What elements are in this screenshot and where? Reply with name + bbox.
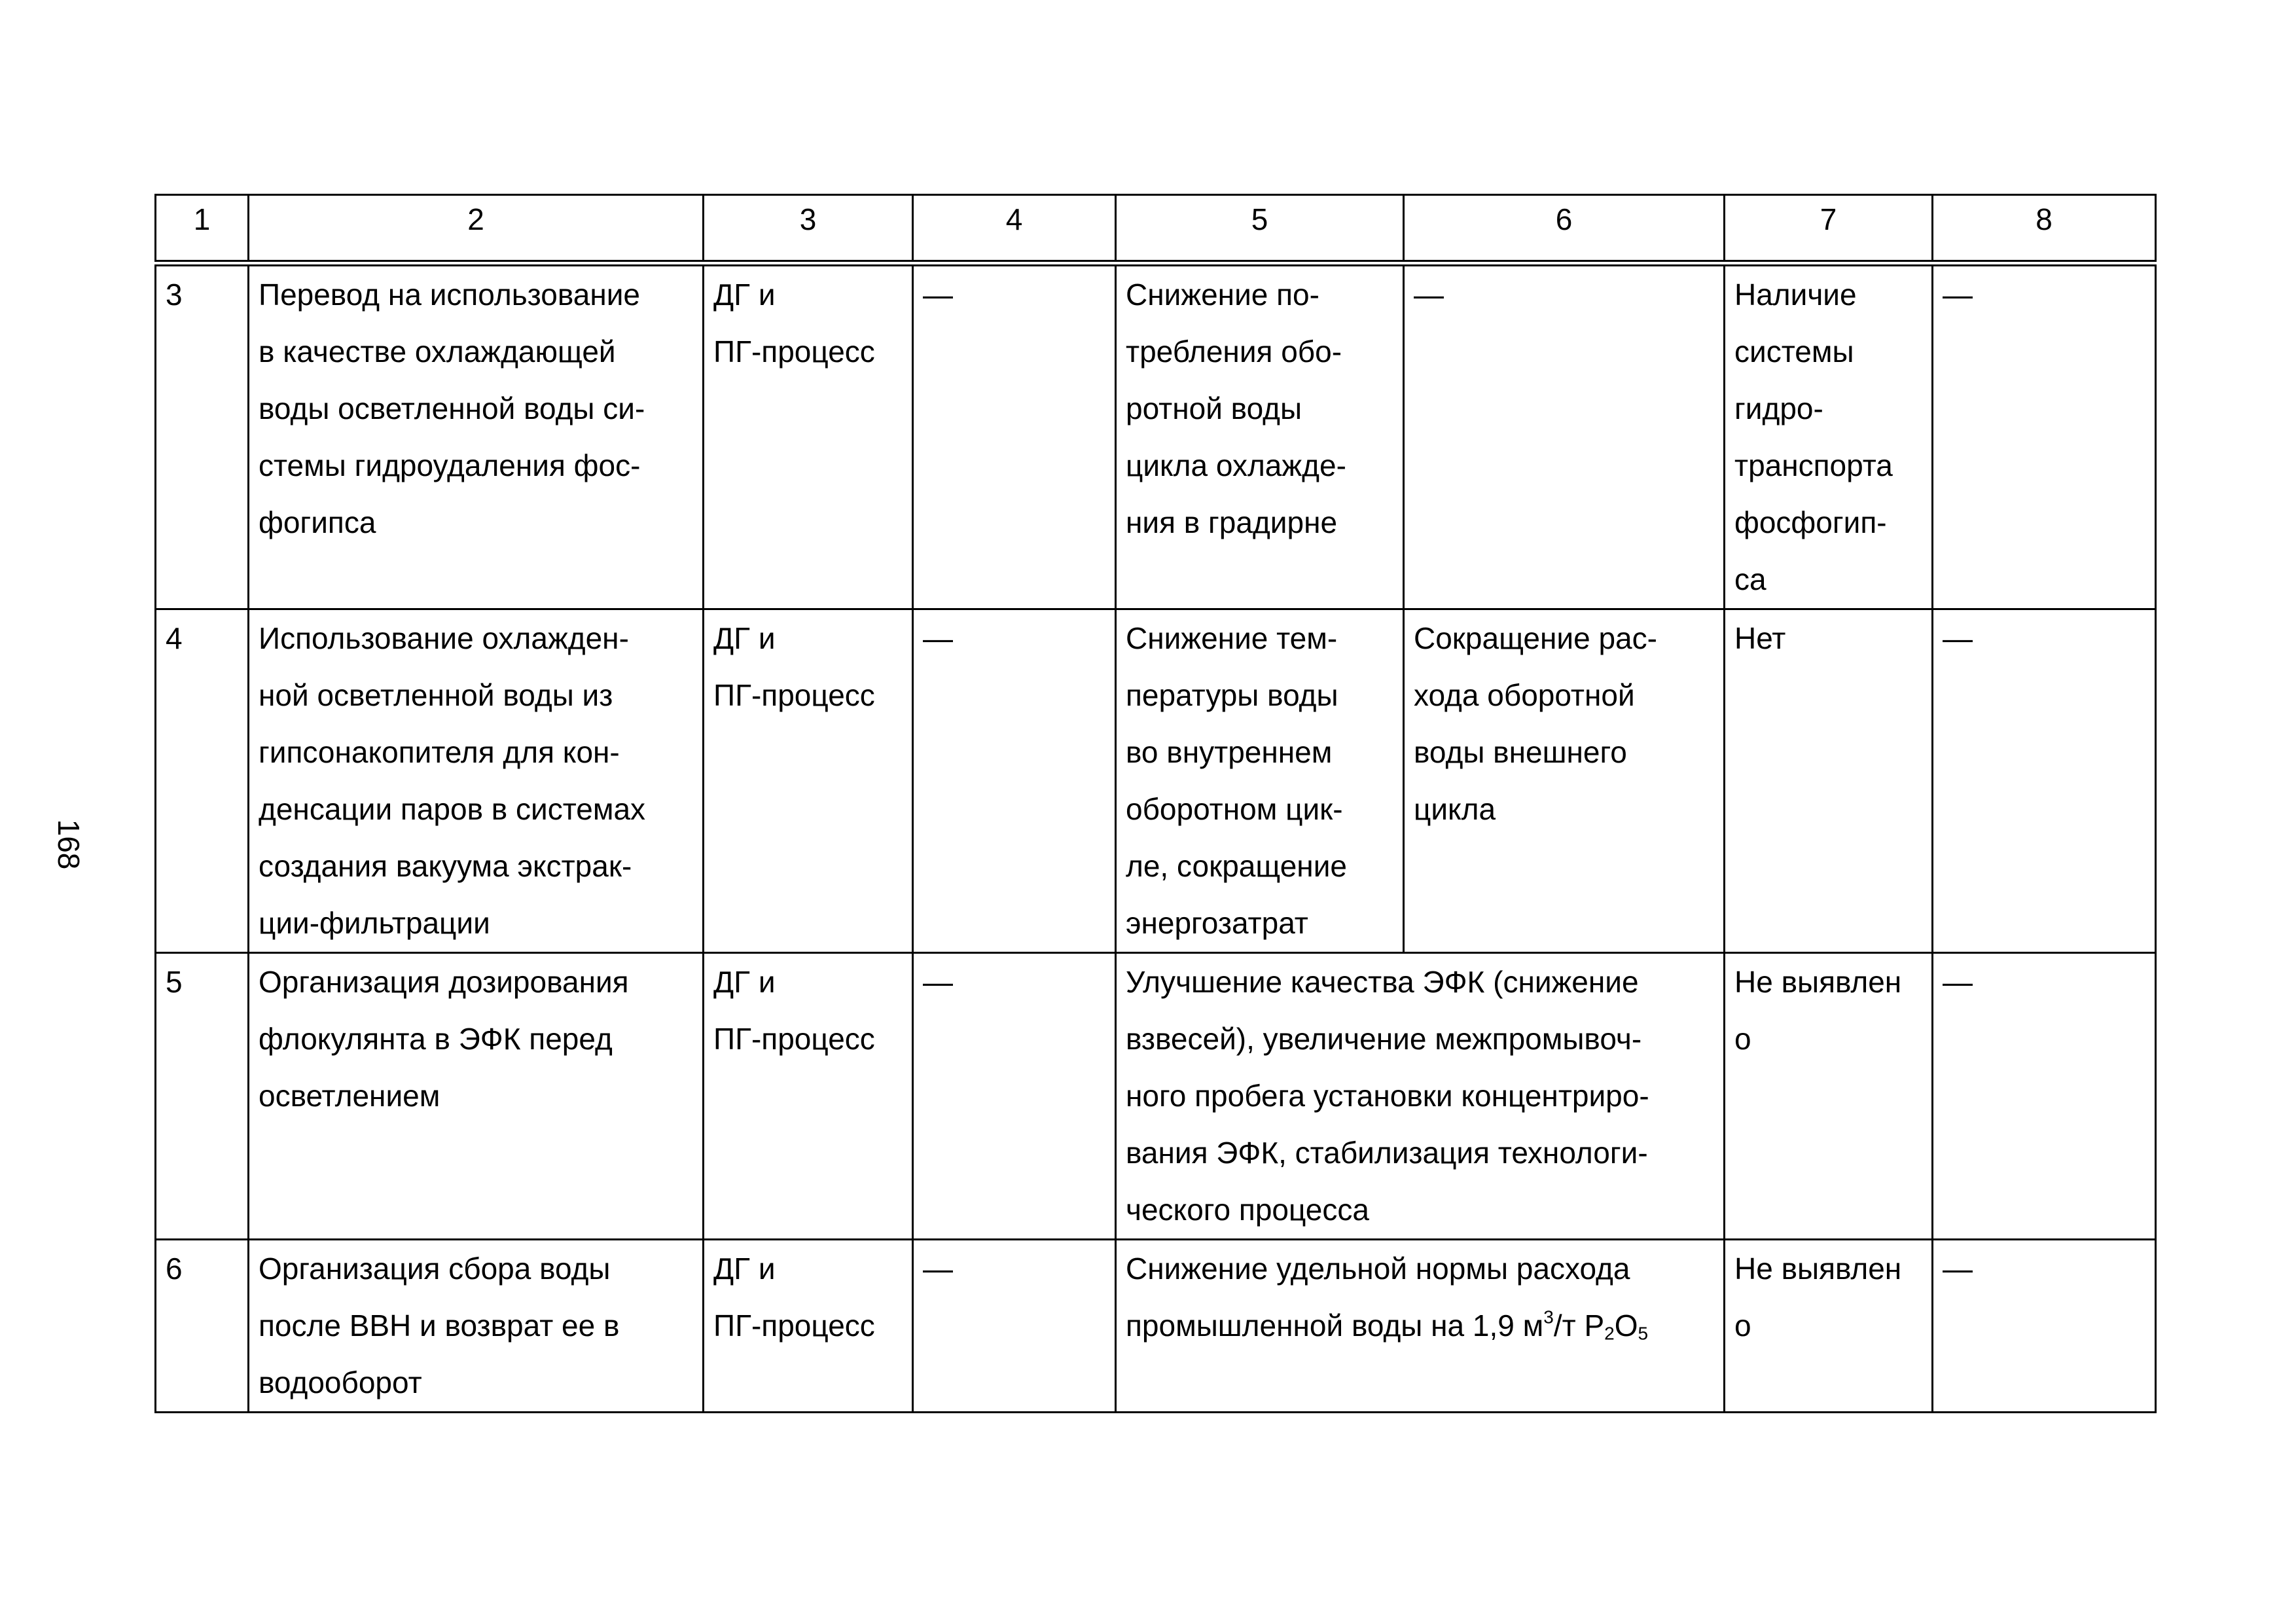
process-cell: ДГ и ПГ-процесс: [704, 953, 913, 1240]
header-cell: 6: [1404, 195, 1725, 264]
row-number-cell: 4: [156, 609, 249, 953]
table-row: [156, 609, 2156, 953]
measure-cell: Организация дозирования флокулянта в ЭФК перед осветлением: [249, 953, 704, 1240]
table-row: [156, 1240, 2156, 1413]
col8-cell: —: [1933, 953, 2156, 1240]
col8-cell: —: [1933, 1240, 2156, 1413]
col7-cell: Не выявлен о: [1725, 1240, 1933, 1413]
col4-cell: —: [913, 609, 1116, 953]
col8-cell: —: [1933, 609, 2156, 953]
col5-cell: Снижение по- требления обо- ротной воды цикла охлажде- ния в градирне: [1116, 263, 1404, 609]
measure-cell: Использование охлажден- ной осветленной воды из гипсонакопителя для кон- денсации паров в системах создания вакуума экстрак- ции-фильтрации: [249, 609, 704, 953]
header-cell: 7: [1725, 195, 1933, 264]
col8-cell: —: [1933, 263, 2156, 609]
col6-cell: Сокращение рас- хода оборотной воды внешнего цикла: [1404, 609, 1725, 953]
table-header-row: [156, 195, 2156, 264]
col7-cell: Не выявлен о: [1725, 953, 1933, 1240]
col5-cell: Снижение тем- пературы воды во внутреннем оборотном цик- ле, сокращение энергозатрат: [1116, 609, 1404, 953]
header-cell: 3: [704, 195, 913, 264]
effect-merged-cell: Снижение удельной нормы расхода промышленной воды на 1,9 $м^3/т$ $P_2O_5$: [1116, 1240, 1725, 1413]
row-number-cell: 3: [156, 263, 249, 609]
col7-cell: Нет: [1725, 609, 1933, 953]
effect-merged-cell: Улучшение качества ЭФК (снижение взвесей), увеличение межпромывоч- ного пробега установки концентриро- вания ЭФК, стабилизация технологи- ческого процесса: [1116, 953, 1725, 1240]
measure-cell: Организация сбора воды после ВВН и возврат ее в водооборот: [249, 1240, 704, 1413]
header-cell: 8: [1933, 195, 2156, 264]
process-cell: ДГ и ПГ-процесс: [704, 263, 913, 609]
process-cell: ДГ и ПГ-процесс: [704, 609, 913, 953]
col4-cell: —: [913, 1240, 1116, 1413]
process-cell: ДГ и ПГ-процесс: [704, 1240, 913, 1413]
col7-cell: Наличие системы гидро- транспорта фосфогип- са: [1725, 263, 1933, 609]
header-cell: 1: [156, 195, 249, 264]
col4-cell: —: [913, 953, 1116, 1240]
row-number-cell: 5: [156, 953, 249, 1240]
measure-cell: Перевод на использование в качестве охлаждающей воды осветленной воды си- стемы гидроудаления фос- фогипса: [249, 263, 704, 609]
header-cell: 4: [913, 195, 1116, 264]
table-row: [156, 953, 2156, 1240]
header-cell: 5: [1116, 195, 1404, 264]
page-number: 168: [52, 819, 86, 870]
col6-cell: —: [1404, 263, 1725, 609]
table-row: [156, 263, 2156, 609]
row-number-cell: 6: [156, 1240, 249, 1413]
col4-cell: —: [913, 263, 1116, 609]
header-cell: 2: [249, 195, 704, 264]
measures-table: [154, 194, 2157, 1413]
